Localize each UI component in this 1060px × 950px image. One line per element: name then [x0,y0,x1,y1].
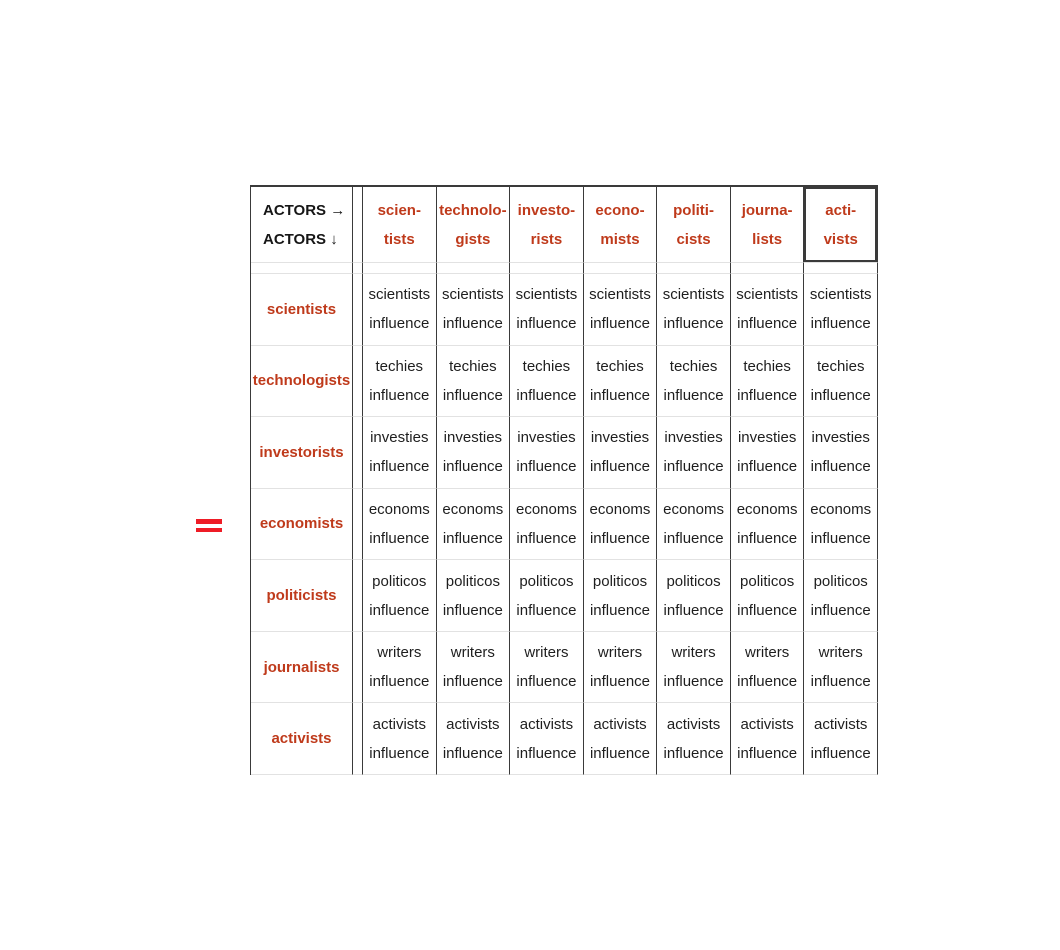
row-header-scientists[interactable] [251,274,353,346]
cell-line1: politicos [813,572,868,590]
row-header-label: journalists [263,658,340,676]
cell-line1: scientists [368,286,431,304]
cell-scientists-technologists[interactable] [437,274,511,346]
cell-line1: writers [597,644,643,662]
row-header-technologists[interactable] [251,346,353,418]
column-header-line2: vists [823,230,858,248]
cell-line2: influence [516,386,577,404]
cell-line1: techies [816,357,865,375]
cell-activists-economists[interactable] [584,703,658,775]
cell-technologists-investorists[interactable] [510,346,584,418]
column-header-scientists[interactable] [363,187,437,263]
cell-line1: writers [745,644,790,662]
cell-line2: influence [663,458,724,476]
cell-line1: techies [743,357,791,375]
spacer-cell [353,274,363,346]
cell-line2: influence [516,673,577,691]
corner-label-line2: ACTORS ↓ [263,230,338,248]
cell-technologists-activists[interactable] [804,346,878,418]
cell-line1: economs [442,500,504,518]
cell-line1: investies [590,429,650,447]
cell-economists-politicists[interactable] [657,489,731,561]
cell-line1: techies [522,357,571,375]
cell-economists-scientists[interactable] [363,489,437,561]
cell-line1: techies [375,357,424,375]
cell-economists-activists[interactable] [804,489,878,561]
column-header-line2: tists [383,230,415,248]
spacer-cell [353,187,363,263]
cell-line1: politicos [445,572,500,590]
column-header-line2: lists [752,230,783,248]
actors-influence-matrix [250,185,878,775]
cell-journalists-investorists[interactable] [510,632,584,704]
column-header-line2: gists [455,230,491,248]
cell-line1: activists [814,715,868,733]
column-header-activists[interactable] [804,187,878,263]
cell-journalists-economists[interactable] [584,632,658,704]
row-header-label: investorists [259,443,344,461]
cell-line1: economs [368,500,430,518]
cell-line1: writers [450,644,495,662]
cell-journalists-journalists[interactable] [731,632,805,704]
spacer-cell [363,263,437,274]
cell-line1: scientists [515,286,578,304]
spacer-cell [804,263,878,274]
column-header-line1: scien- [377,201,421,219]
spacer-cell [353,632,363,704]
cell-politicists-journalists[interactable] [731,560,805,632]
cell-line1: writers [524,644,569,662]
cell-line1: scientists [662,286,725,304]
cell-investorists-activists[interactable] [804,417,878,489]
cell-line2: influence [442,601,503,619]
cell-line2: influence [369,458,430,476]
cell-line2: influence [737,386,798,404]
cell-line2: influence [810,529,871,547]
cell-politicists-economists[interactable] [584,560,658,632]
row-header-journalists[interactable] [251,632,353,704]
cell-line1: politicos [666,572,721,590]
cell-line2: influence [810,315,871,333]
cell-line2: influence [810,386,871,404]
cell-line2: influence [589,744,651,762]
equals-bar-top [196,519,222,524]
cell-investorists-politicists[interactable] [657,417,731,489]
cell-line1: politicos [372,572,427,590]
cell-line1: economs [663,500,724,518]
spacer-cell [251,263,353,274]
cell-line1: activists [666,715,721,733]
cell-line1: scientists [736,286,798,304]
cell-line2: influence [663,673,724,691]
cell-line2: influence [442,458,503,476]
cell-line2: influence [589,673,651,691]
cell-journalists-politicists[interactable] [657,632,731,704]
row-header-label: economists [259,515,344,533]
cell-line1: investies [664,429,723,447]
row-header-label: politicists [266,587,337,605]
cell-line2: influence [810,744,871,762]
cell-line2: influence [810,673,871,691]
cell-line2: influence [442,315,503,333]
column-header-economists[interactable] [584,187,658,263]
cell-line2: influence [589,315,651,333]
column-header-politicists[interactable] [657,187,731,263]
cell-line2: influence [737,315,798,333]
column-header-technologists[interactable] [437,187,511,263]
cell-line2: influence [737,673,798,691]
cell-line2: influence [663,315,724,333]
cell-line1: investies [737,429,797,447]
column-header-line1: acti- [825,201,857,219]
cell-politicists-politicists[interactable] [657,560,731,632]
column-header-investorists[interactable] [510,187,584,263]
cell-investorists-economists[interactable] [584,417,658,489]
cell-line1: techies [449,357,497,375]
column-header-line2: mists [600,230,640,248]
cell-line1: politicos [740,572,795,590]
cell-line1: writers [671,644,716,662]
cell-line1: scientists [809,286,872,304]
spacer-cell [353,489,363,561]
cell-line2: influence [663,529,724,547]
corner-label-line1: ACTORS → [263,201,346,219]
cell-line2: influence [442,744,503,762]
cell-economists-technologists[interactable] [437,489,511,561]
cell-line2: influence [516,315,577,333]
spacer-cell [353,703,363,775]
cell-line1: writers [377,644,422,662]
cell-line1: investies [370,429,429,447]
cell-politicists-scientists[interactable] [363,560,437,632]
cell-scientists-journalists[interactable] [731,274,805,346]
cell-line2: influence [516,529,577,547]
row-header-label: activists [271,730,332,748]
equals-bar-bottom [196,528,222,533]
cell-activists-activists[interactable] [804,703,878,775]
cell-line2: influence [810,601,871,619]
cell-activists-scientists[interactable] [363,703,437,775]
cell-scientists-investorists[interactable] [510,274,584,346]
cell-economists-economists[interactable] [584,489,658,561]
row-header-economists[interactable] [251,489,353,561]
cell-line2: influence [737,458,798,476]
row-header-activists[interactable] [251,703,353,775]
cell-line1: economs [589,500,651,518]
cell-line1: scientists [442,286,504,304]
cell-line1: techies [669,357,718,375]
cell-line2: influence [442,529,503,547]
cell-line1: activists [519,715,574,733]
cell-line2: influence [589,601,651,619]
cell-line1: economs [515,500,577,518]
column-header-line1: econo- [595,201,645,219]
cell-investorists-scientists[interactable] [363,417,437,489]
cell-investorists-technologists[interactable] [437,417,511,489]
cell-line2: influence [369,601,430,619]
cell-line1: investies [517,429,576,447]
cell-journalists-activists[interactable] [804,632,878,704]
cell-scientists-scientists[interactable] [363,274,437,346]
column-header-line1: journa- [741,201,793,219]
cell-scientists-economists[interactable] [584,274,658,346]
cell-technologists-technologists[interactable] [437,346,511,418]
spacer-cell [584,263,658,274]
column-header-line1: technolo- [439,201,507,219]
cell-journalists-scientists[interactable] [363,632,437,704]
column-header-line1: politi- [673,201,714,219]
cell-politicists-activists[interactable] [804,560,878,632]
cell-technologists-economists[interactable] [584,346,658,418]
cell-line2: influence [442,673,503,691]
cell-line2: influence [589,458,651,476]
cell-line2: influence [369,744,430,762]
cell-economists-journalists[interactable] [731,489,805,561]
cell-investorists-journalists[interactable] [731,417,805,489]
cell-line2: influence [589,386,651,404]
cell-line2: influence [737,744,798,762]
cell-line1: scientists [589,286,651,304]
spacer-cell [437,263,511,274]
cell-line1: economs [810,500,872,518]
cell-scientists-activists[interactable] [804,274,878,346]
cell-line2: influence [516,458,577,476]
cell-line2: influence [442,386,503,404]
cell-line2: influence [737,601,798,619]
equals-sign [196,519,222,532]
cell-line1: economs [736,500,798,518]
spacer-cell [510,263,584,274]
cell-line2: influence [369,529,430,547]
cell-line2: influence [737,529,798,547]
cell-line2: influence [516,601,577,619]
column-header-journalists[interactable] [731,187,805,263]
cell-activists-politicists[interactable] [657,703,731,775]
cell-line1: activists [593,715,647,733]
cell-line2: influence [663,386,724,404]
cell-line2: influence [369,315,430,333]
cell-line1: investies [811,429,870,447]
cell-line1: writers [818,644,863,662]
cell-activists-investorists[interactable] [510,703,584,775]
cell-technologists-journalists[interactable] [731,346,805,418]
column-header-line2: rists [530,230,563,248]
cell-line2: influence [516,744,577,762]
cell-technologists-scientists[interactable] [363,346,437,418]
row-header-politicists[interactable] [251,560,353,632]
cell-line1: techies [596,357,644,375]
spacer-cell [353,263,363,274]
row-header-label: scientists [266,300,337,318]
cell-scientists-politicists[interactable] [657,274,731,346]
cell-line1: activists [372,715,426,733]
matrix-corner-label [251,187,353,263]
row-header-investorists[interactable] [251,417,353,489]
cell-line1: activists [740,715,794,733]
cell-economists-investorists[interactable] [510,489,584,561]
cell-investorists-investorists[interactable] [510,417,584,489]
row-header-label: technologists [252,372,351,390]
cell-line1: politicos [519,572,574,590]
cell-politicists-investorists[interactable] [510,560,584,632]
cell-activists-journalists[interactable] [731,703,805,775]
cell-line1: politicos [592,572,648,590]
cell-technologists-politicists[interactable] [657,346,731,418]
cell-journalists-technologists[interactable] [437,632,511,704]
spacer-cell [731,263,805,274]
column-header-line1: investo- [517,201,576,219]
cell-line1: activists [446,715,500,733]
spacer-cell [353,346,363,418]
cell-line2: influence [663,601,724,619]
spacer-cell [353,560,363,632]
spacer-cell [657,263,731,274]
spacer-cell [353,417,363,489]
cell-line2: influence [663,744,724,762]
cell-line2: influence [810,458,871,476]
cell-line2: influence [369,673,430,691]
cell-line1: investies [443,429,503,447]
cell-activists-technologists[interactable] [437,703,511,775]
cell-line2: influence [369,386,430,404]
cell-politicists-technologists[interactable] [437,560,511,632]
column-header-line2: cists [676,230,711,248]
cell-line2: influence [589,529,651,547]
